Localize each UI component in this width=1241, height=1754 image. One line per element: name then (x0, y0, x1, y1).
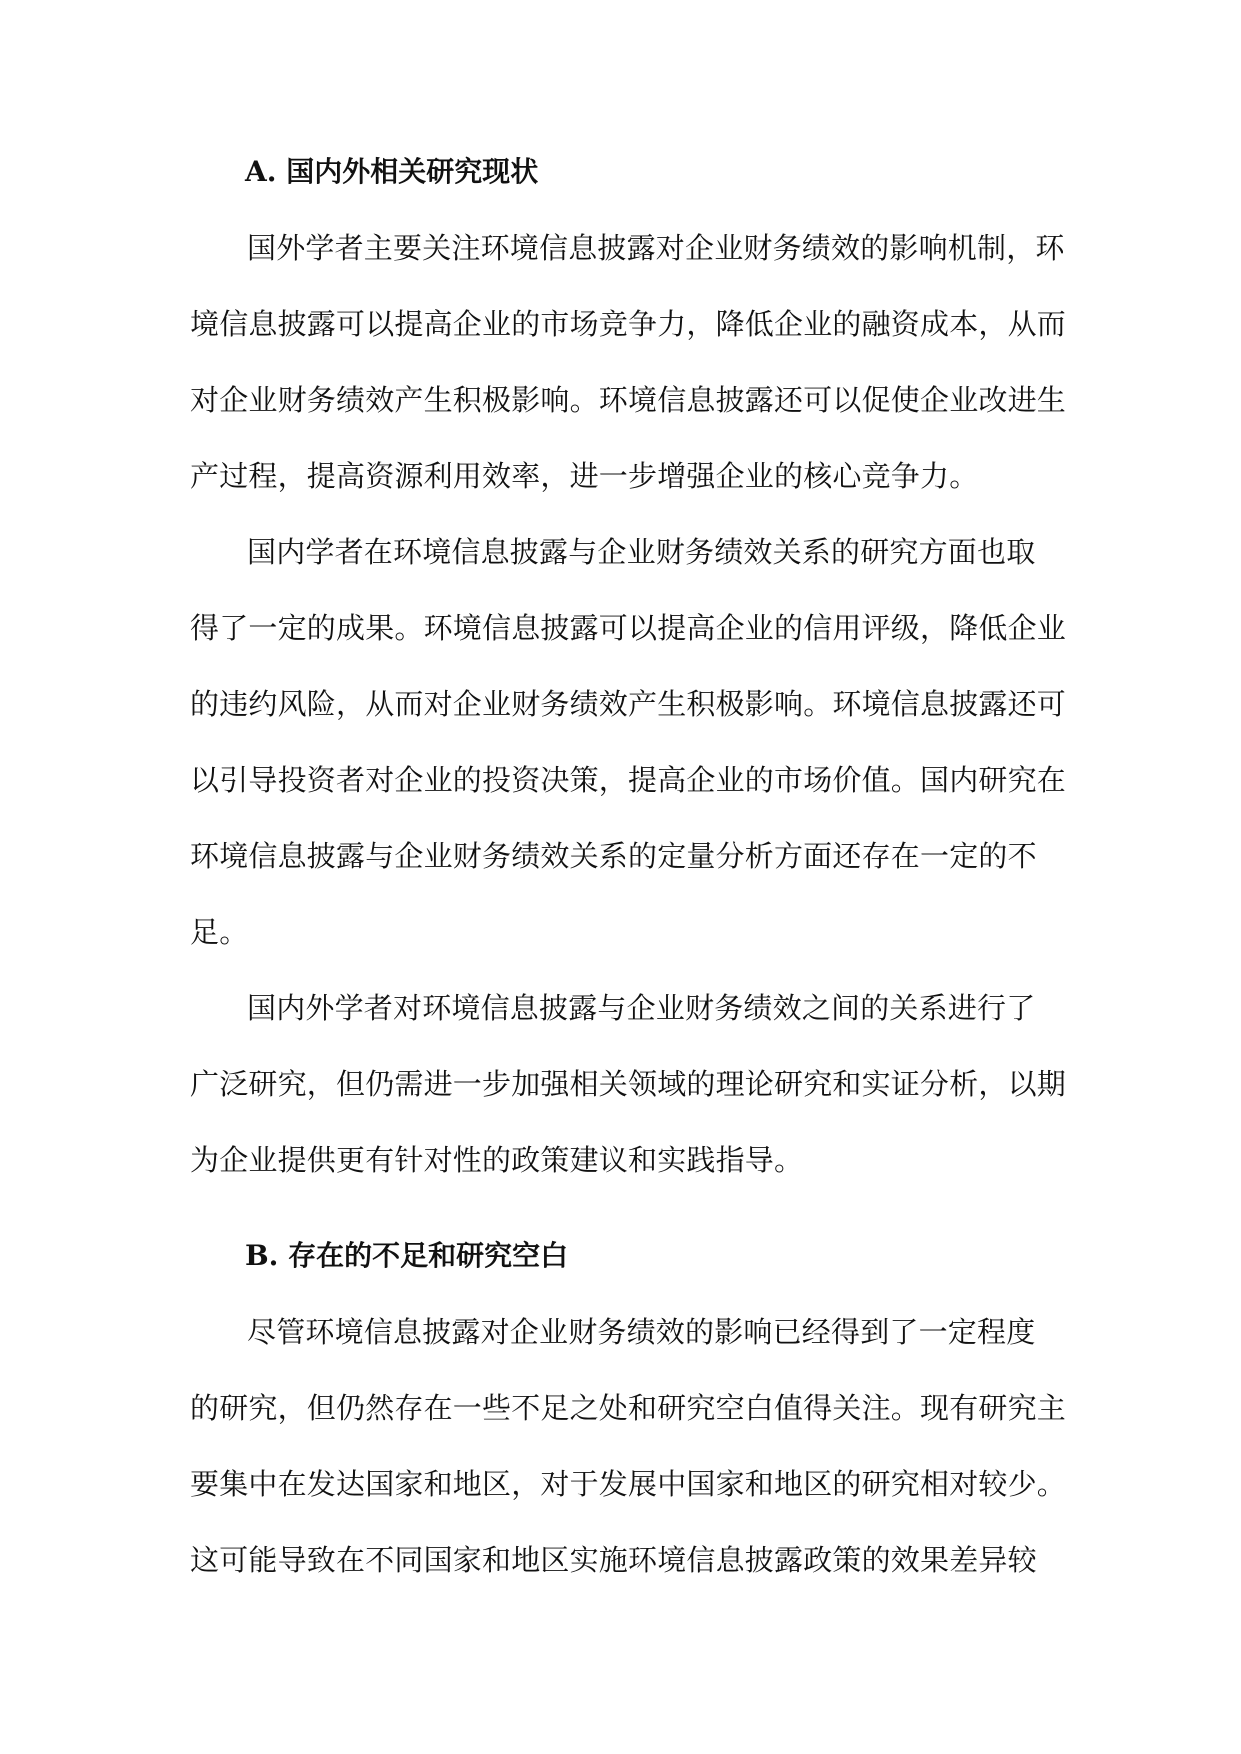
paragraph-line: 国内学者在环境信息披露与企业财务绩效关系的研究方面也取 (247, 535, 1036, 569)
paragraph-line: 国内外学者对环境信息披露与企业财务绩效之间的关系进行了 (247, 991, 1036, 1025)
paragraph-line: 要集中在发达国家和地区，对于发展中国家和地区的研究相对较少。 (190, 1467, 1067, 1501)
paragraph-line: 为企业提供更有针对性的政策建议和实践指导。 (190, 1143, 804, 1177)
paragraph-line: 以引导投资者对企业的投资决策，提高企业的市场价值。国内研究在 (190, 763, 1067, 797)
paragraph-line: 广泛研究，但仍需进一步加强相关领域的理论研究和实证分析，以期 (190, 1067, 1067, 1101)
paragraph-line: 得了一定的成果。环境信息披露可以提高企业的信用评级，降低企业 (190, 611, 1067, 645)
paragraph-line: 国外学者主要关注环境信息披露对企业财务绩效的影响机制，环 (247, 231, 1065, 265)
paragraph-line: 这可能导致在不同国家和地区实施环境信息披露政策的效果差异较 (190, 1543, 1037, 1577)
section-a-heading: A. 国内外相关研究现状 (245, 155, 539, 188)
paragraph-line: 尽管环境信息披露对企业财务绩效的影响已经得到了一定程度 (247, 1315, 1036, 1349)
paragraph-line: 的研究，但仍然存在一些不足之处和研究空白值得关注。现有研究主 (190, 1391, 1067, 1425)
paragraph-line: 境信息披露可以提高企业的市场竞争力，降低企业的融资成本，从而 (190, 307, 1067, 341)
paragraph-line: 的违约风险，从而对企业财务绩效产生积极影响。环境信息披露还可 (190, 687, 1067, 721)
paragraph-line: 足。 (190, 915, 249, 949)
paragraph-line: 环境信息披露与企业财务绩效关系的定量分析方面还存在一定的不 (190, 839, 1037, 873)
section-b-heading: B. 存在的不足和研究空白 (245, 1239, 569, 1272)
paragraph-line: 产过程，提高资源利用效率，进一步增强企业的核心竞争力。 (190, 459, 979, 493)
paragraph-line: 对企业财务绩效产生积极影响。环境信息披露还可以促使企业改进生 (190, 383, 1067, 417)
